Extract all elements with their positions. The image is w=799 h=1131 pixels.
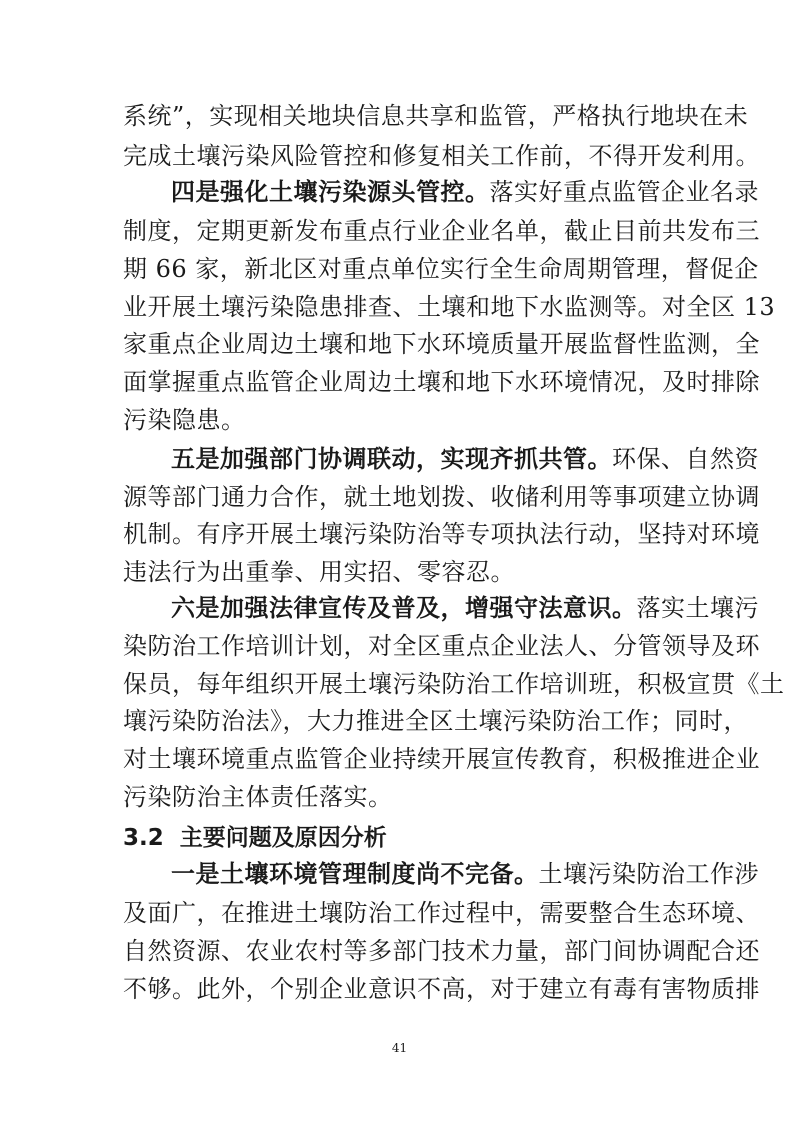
paragraph-line: 机制。有序开展土壤污染防治等专项执法行动，坚持对环境	[123, 520, 760, 548]
paragraph-line: 及面广，在推进土壤防治工作过程中，需要整合生态环境、	[123, 899, 760, 927]
section-number: 3.2	[123, 825, 164, 851]
paragraph-line: 家重点企业周边土壤和地下水环境质量开展监督性监测，全	[123, 330, 760, 358]
paragraph-line	[171, 177, 759, 207]
paragraph-lead-heading: 一是土壤环境管理制度尚不完备。	[171, 859, 539, 888]
paragraph-lead-heading: 五是加强部门协调联动，实现齐抓共管。	[171, 444, 612, 473]
paragraph-line: 面掌握重点监管企业周边土壤和地下水环境情况，及时排除	[123, 368, 760, 396]
section-title: 主要问题及原因分析	[179, 825, 387, 851]
paragraph-text: 环保、自然资	[612, 445, 759, 473]
paragraph-line: 期 66 家，新北区对重点单位实行全生命周期管理，督促企	[123, 255, 759, 283]
paragraph-line: 系统”，实现相关地块信息共享和监管，严格执行地块在未	[123, 102, 749, 130]
paragraph-line: 壤污染防治法》，大力推进全区土壤污染防治工作；同时，	[123, 707, 748, 735]
paragraph-line	[171, 444, 759, 474]
paragraph-lead-heading: 四是强化土壤污染源头管控。	[171, 177, 490, 206]
paragraph-line: 保员，每年组织开展土壤污染防治工作培训班，积极宣贯《土	[123, 670, 785, 698]
paragraph-line: 污染防治主体责任落实。	[123, 783, 393, 811]
paragraph-line: 不够。此外，个别企业意识不高，对于建立有毒有害物质排	[123, 975, 760, 1003]
section-heading	[123, 823, 679, 853]
paragraph-text: 落实好重点监管企业名录	[489, 178, 759, 206]
paragraph-text: 落实土壤污	[636, 594, 759, 622]
paragraph-line: 完成土壤污染风险管控和修复相关工作前，不得开发利用。	[123, 142, 760, 170]
paragraph-line	[171, 593, 759, 623]
paragraph-line: 自然资源、农业农村等多部门技术力量，部门间协调配合还	[123, 937, 760, 965]
paragraph-text: 土壤污染防治工作涉	[538, 860, 759, 888]
paragraph-line: 对土壤环境重点监管企业持续开展宣传教育，积极推进企业	[123, 745, 760, 773]
paragraph-line: 源等部门通力合作，就土地划拨、收储利用等事项建立协调	[123, 483, 760, 511]
paragraph-line: 违法行为出重拳、用实招、零容忍。	[123, 558, 515, 586]
paragraph-line: 业开展土壤污染隐患排查、土壤和地下水监测等。对全区 13	[123, 293, 776, 321]
paragraph-lead-heading: 六是加强法律宣传及普及，增强守法意识。	[171, 593, 637, 622]
paragraph-line: 染防治工作培训计划，对全区重点企业法人、分管领导及环	[123, 632, 760, 660]
paragraph-line: 制度，定期更新发布重点行业企业名单，截止目前共发布三	[123, 217, 760, 245]
paragraph-line: 污染隐患。	[123, 406, 246, 434]
page-number: 41	[391, 1041, 408, 1055]
paragraph-line	[171, 859, 759, 889]
